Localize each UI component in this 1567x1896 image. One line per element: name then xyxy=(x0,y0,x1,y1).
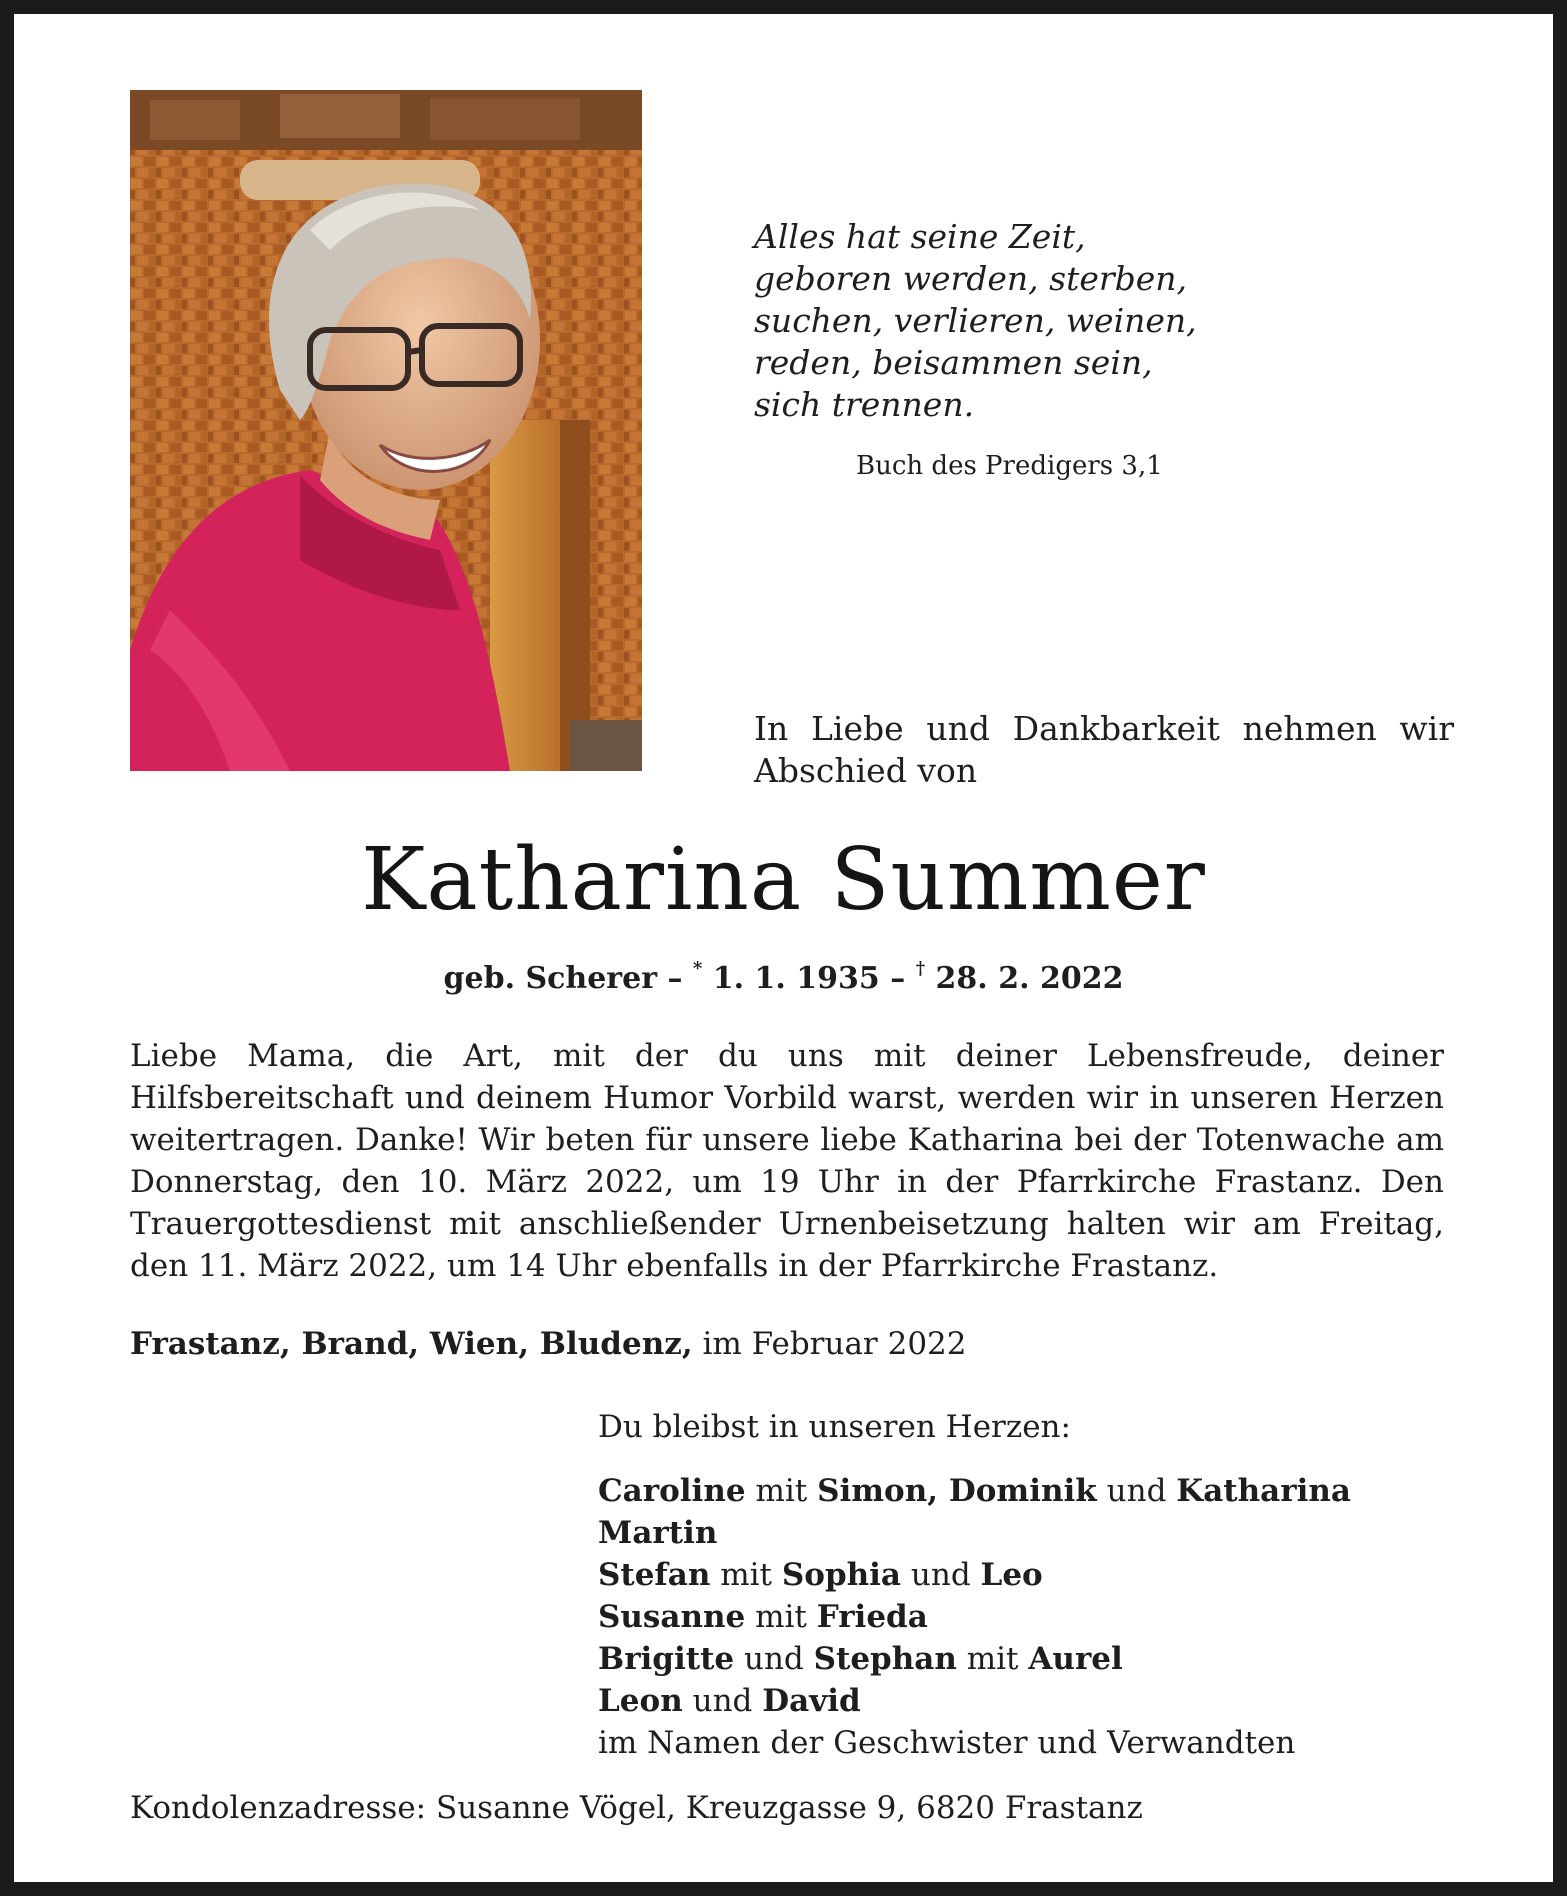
family-heading: Du bleibst in unseren Herzen: xyxy=(598,1409,1071,1445)
family-name: Susanne xyxy=(598,1599,746,1635)
family-name: Stefan xyxy=(598,1557,711,1593)
family-connector: mit xyxy=(745,1599,817,1635)
family-line xyxy=(598,1470,1458,1512)
family-name: Simon, Dominik xyxy=(817,1473,1097,1509)
separator: – xyxy=(879,961,916,996)
family-line xyxy=(598,1596,1458,1638)
quote-line: geboren werden, sterben, xyxy=(754,259,1188,298)
quote xyxy=(754,216,1214,426)
family-name: Frieda xyxy=(816,1599,928,1635)
family-name: Caroline xyxy=(598,1473,746,1509)
family-connector: im Namen der Geschwister und Verwandten xyxy=(598,1725,1296,1761)
place-date xyxy=(130,1326,967,1362)
family-connector: mit xyxy=(710,1557,782,1593)
intro-text: In Liebe und Dankbarkeit nehmen wir Abschied von xyxy=(754,709,1454,790)
family-line xyxy=(598,1722,1458,1764)
death-symbol: † xyxy=(915,958,926,979)
death-date: 28. 2. 2022 xyxy=(925,961,1124,996)
family-name: Leo xyxy=(980,1557,1043,1593)
birth-symbol: * xyxy=(692,958,703,979)
family-line xyxy=(598,1554,1458,1596)
family-name: David xyxy=(762,1683,861,1719)
family-line xyxy=(598,1638,1458,1680)
family-name: Stephan xyxy=(813,1641,957,1677)
family-line xyxy=(598,1512,1458,1554)
family-connector: mit xyxy=(956,1641,1029,1677)
family-connector: und xyxy=(682,1683,763,1719)
family-name: Brigitte xyxy=(598,1641,735,1677)
month-date: im Februar 2022 xyxy=(692,1326,967,1362)
family-connector: und xyxy=(734,1641,814,1677)
portrait-photo xyxy=(130,90,642,771)
family-list xyxy=(598,1406,1458,1764)
family-name: Aurel xyxy=(1028,1641,1123,1677)
life-dates xyxy=(14,958,1553,996)
birth-date: 1. 1. 1935 xyxy=(702,961,880,996)
family-name: Katharina xyxy=(1176,1473,1351,1509)
quote-source: Buch des Predigers 3,1 xyxy=(856,451,1163,481)
family-line xyxy=(598,1680,1458,1722)
separator: – xyxy=(657,961,693,996)
family-connector: mit xyxy=(745,1473,818,1509)
quote-line: suchen, verlieren, weinen, xyxy=(754,301,1197,340)
quote-line: Alles hat seine Zeit, xyxy=(754,217,1086,256)
quote-line: reden, beisammen sein, xyxy=(754,343,1153,382)
quote-line: sich trennen. xyxy=(754,385,975,424)
family-members xyxy=(598,1470,1458,1764)
places: Frastanz, Brand, Wien, Bludenz, xyxy=(130,1326,693,1362)
family-name: Sophia xyxy=(781,1557,902,1593)
deceased-name: Katharina Summer xyxy=(361,830,1206,930)
portrait-image xyxy=(130,90,642,771)
condolence-address: Kondolenzadresse: Susanne Vögel, Kreuzgasse 9, 6820 Frastanz xyxy=(130,1790,1143,1826)
maiden-name: geb. Scherer xyxy=(443,961,658,996)
body-text: Liebe Mama, die Art, mit der du uns mit deiner Lebensfreude, deiner Hilfsbereitschaft und deinem Humor Vorbild warst, werden wir in unseren Herzen weitertragen. Danke! Wir beten für unsere liebe Katharina bei der Totenwache am Donnerstag, den 10. März 2022, um 19 Uhr in der Pfarrkirche Frastanz. Den Trauergottesdienst mit anschließender Urnenbeisetzung halten wir am Freitag, den 11. März 2022, um 14 Uhr ebenfalls in der Pfarrkirche Frastanz. xyxy=(130,1038,1444,1284)
family-name: Martin xyxy=(598,1515,718,1551)
family-name: Leon xyxy=(598,1683,683,1719)
family-connector: und xyxy=(1096,1473,1177,1509)
family-connector: und xyxy=(901,1557,981,1593)
